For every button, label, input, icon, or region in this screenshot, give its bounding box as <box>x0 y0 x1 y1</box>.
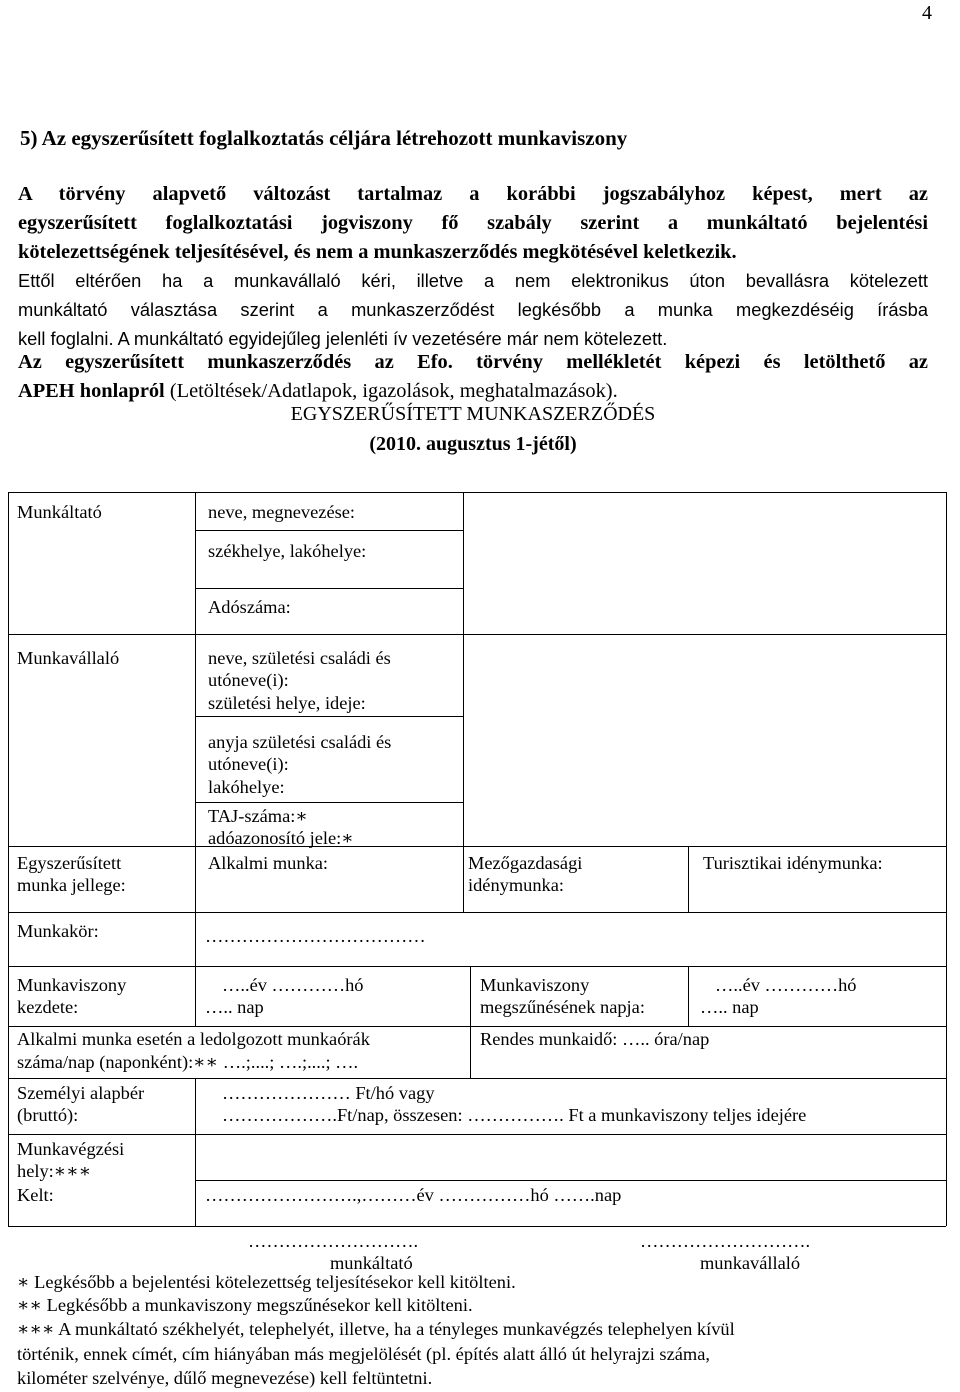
employee-signature-label: munkavállaló <box>700 1253 801 1273</box>
agri-work-label-2: idénymunka: <box>468 875 565 895</box>
employer-seat-label: székhelye, lakóhelye: <box>208 541 367 561</box>
wage-label-1: Személyi alapbér <box>17 1083 145 1103</box>
work-place-label-2: hely:∗∗∗ <box>17 1161 92 1181</box>
job-label: Munkakör: <box>17 921 99 941</box>
agri-work-label-1: Mezőgazdasági <box>468 853 583 873</box>
footnote-3-line-1: ∗∗∗ A munkáltató székhelyét, telephelyét, illetve, ha a tényleges munkavégzés telephelyen kívül <box>17 1319 735 1339</box>
end-date-1: …..év …………hó <box>715 975 857 995</box>
intro-bold <box>18 180 928 267</box>
wage-day: ……………….Ft/nap, összesen: ……………. Ft a munkaviszony teljes idejére <box>222 1105 807 1125</box>
work-place-label-1: Munkavégzési <box>17 1139 125 1159</box>
efo-line-2: (Letöltések/Adatlapok, igazolások, meghatalmazások). <box>164 380 618 402</box>
taj-label: TAJ-száma:∗ <box>208 806 308 826</box>
wage-month: ………………… Ft/hó vagy <box>222 1083 435 1103</box>
employer-signature-label: munkáltató <box>330 1253 413 1273</box>
tax-id-label: adóazonosító jele:∗ <box>208 828 354 848</box>
form-title: EGYSZERŰSÍTETT MUNKASZERZŐDÉS <box>290 403 656 425</box>
intro-bold-line: A törvény alapvető változást tartalmaz a korábbi jogszabályhoz képest, mert az <box>18 183 928 205</box>
dated-value: …………………….,………év ……………hó …….nap <box>205 1185 622 1205</box>
dated-label: Kelt: <box>17 1185 54 1205</box>
intro-bold-line: egyszerűsített foglalkoztatási jogviszony fő szabály szerint a munkáltató bejelentési <box>18 212 928 234</box>
section-title: 5) Az egyszerűsített foglalkoztatás céljára létrehozott munkaviszony <box>20 126 628 150</box>
mother-name-label-1: anyja születési családi és <box>208 732 392 752</box>
tax-number-label: Adószáma: <box>208 597 291 617</box>
employee-name-label-2: utóneve(i): <box>208 670 289 690</box>
employee-signature-dots: ………………………. <box>640 1231 811 1251</box>
residence-label: lakóhelye: <box>208 777 285 797</box>
intro-normal-line: kell foglalni. A munkáltató egyidejűleg jelenléti ív vezetésére már nem kötelezett. <box>18 328 668 349</box>
birth-label: születési helye, ideje: <box>208 693 366 713</box>
employer-label: Munkáltató <box>17 502 102 522</box>
intro-normal-line: munkáltató választása szerint a munkaszerződést legkésőbb a munka megkezdéséig írásba <box>18 299 928 320</box>
footnote-3-line-2: történik, ennek címét, cím hiányában más megjelölését (pl. építés alatt álló út helyrajzi száma, <box>17 1344 710 1364</box>
regular-time: Rendes munkaidő: ….. óra/nap <box>480 1029 710 1049</box>
hours-label-1: Alkalmi munka esetén a ledolgozott munkaórák <box>17 1029 370 1049</box>
hours-label-2: száma/nap (naponként):∗∗ ….;....; ….;....; …. <box>17 1052 359 1072</box>
efo-paragraph <box>18 348 928 406</box>
start-date-1: …..év …………hó <box>222 975 364 995</box>
efo-line-1: Az egyszerűsített munkaszerződés az Efo. törvény mellékletét képezi és letölthető az <box>18 351 928 373</box>
mother-name-label-2: utóneve(i): <box>208 754 289 774</box>
wage-label-2: (bruttó): <box>17 1105 79 1125</box>
intro-normal-line: Ettől eltérően ha a munkavállaló kéri, illetve a nem elektronikus úton bevallásra kötelezett <box>18 270 928 291</box>
end-date-2: ….. nap <box>700 997 759 1017</box>
footnote-1: ∗ Legkésőbb a bejelentési kötelezettség teljesítésekor kell kitölteni. <box>17 1272 516 1292</box>
intro-bold-line: kötelezettségének teljesítésével, és nem a munkaszerződés megkötésével keletkezik. <box>18 241 737 263</box>
employer-signature-dots: ………………………. <box>248 1231 419 1251</box>
employee-label: Munkavállaló <box>17 648 120 668</box>
employee-name-label-1: neve, születési családi és <box>208 648 391 668</box>
casual-work-label: Alkalmi munka: <box>208 853 329 873</box>
employer-name-label: neve, megnevezése: <box>208 502 356 522</box>
page-number: 4 <box>922 2 932 24</box>
work-type-label-2: munka jellege: <box>17 875 126 895</box>
footnote-3-line-3: kilométer szelvénye, dűlő megnevezése) kell feltüntetni. <box>17 1368 433 1388</box>
end-label-2: megszűnésének napja: <box>480 997 645 1017</box>
end-label-1: Munkaviszony <box>480 975 590 995</box>
tourist-work-label: Turisztikai idénymunka: <box>703 853 883 873</box>
work-type-label-1: Egyszerűsített <box>17 853 122 873</box>
footnote-2: ∗∗ Legkésőbb a munkaviszony megszűnésekor kell kitölteni. <box>17 1295 473 1315</box>
start-label-2: kezdete: <box>17 997 79 1017</box>
efo-apeh: APEH honlapról <box>18 380 165 402</box>
form-subtitle: (2010. augusztus 1-jétől) <box>369 433 577 455</box>
intro-normal <box>18 266 928 353</box>
start-date-2: ….. nap <box>205 997 264 1017</box>
start-label-1: Munkaviszony <box>17 975 127 995</box>
job-dots: ……………………………… <box>205 926 426 946</box>
